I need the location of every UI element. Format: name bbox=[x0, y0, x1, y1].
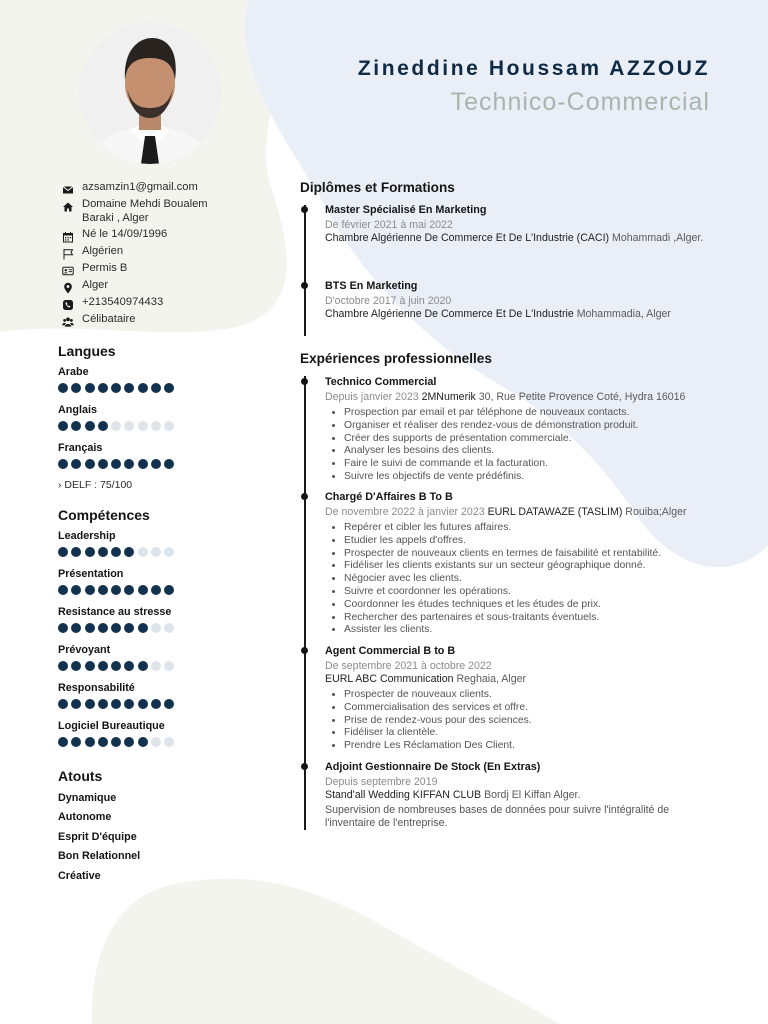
entry-date-line bbox=[325, 506, 717, 519]
contact-line: Célibataire bbox=[82, 313, 136, 325]
rating-dot-filled bbox=[98, 421, 108, 431]
contact-text bbox=[82, 181, 198, 195]
rating-dot-empty bbox=[164, 623, 174, 633]
rating-dot-filled bbox=[58, 383, 68, 393]
contact-text bbox=[82, 279, 108, 293]
rating-dot-filled bbox=[71, 383, 81, 393]
responsibility-item: • Repérer et cibler les futures affaires. bbox=[344, 522, 717, 535]
language-name: Arabe bbox=[58, 366, 89, 378]
entry-location: Bordj El Kiffan Alger. bbox=[484, 789, 581, 801]
rating-dot-filled bbox=[85, 699, 95, 709]
responsibility-item: • Créer des supports de présentation commerciale. bbox=[344, 433, 717, 446]
rating-dots bbox=[58, 459, 258, 470]
contact-line: Baraki , Alger bbox=[82, 211, 149, 224]
rating-dot-filled bbox=[124, 585, 134, 595]
rating-dot-filled bbox=[124, 547, 134, 557]
entry-organization: Chambre Algérienne De Commerce Et De L'Industrie bbox=[325, 308, 574, 320]
rating-dot-filled bbox=[85, 737, 95, 747]
rating-dot-filled bbox=[71, 421, 81, 431]
rating-dot-filled bbox=[138, 623, 148, 633]
timeline-dot bbox=[301, 206, 308, 213]
entry-organization: 2MNumerik bbox=[421, 391, 476, 403]
experience-entry bbox=[325, 490, 717, 637]
entry-date: Depuis septembre 2019 bbox=[325, 776, 438, 788]
rating-dot-empty bbox=[111, 421, 121, 431]
contact-item bbox=[62, 228, 262, 242]
rating-dot-filled bbox=[58, 547, 68, 557]
rating-dots bbox=[58, 661, 258, 672]
rating-dot-empty bbox=[164, 737, 174, 747]
rating-dot-empty bbox=[124, 421, 134, 431]
rating-dot-filled bbox=[111, 383, 121, 393]
contact-line: Alger bbox=[82, 279, 109, 291]
rating-dot-empty bbox=[151, 623, 161, 633]
entry-title: Agent Commercial B to B bbox=[325, 645, 456, 657]
home-icon bbox=[62, 200, 74, 212]
entry-org-line bbox=[325, 673, 717, 686]
phone-icon bbox=[62, 298, 74, 310]
responsibilities-list bbox=[325, 407, 717, 484]
contact-text bbox=[82, 228, 167, 242]
skill-name: Logiciel Bureautique bbox=[58, 720, 165, 732]
flag-icon bbox=[62, 247, 74, 259]
rating-dot-filled bbox=[98, 383, 108, 393]
rating-dot-filled bbox=[58, 623, 68, 633]
rating-dot-filled bbox=[138, 383, 148, 393]
entry-title: Adjoint Gestionnaire De Stock (En Extras) bbox=[325, 761, 541, 773]
responsibility-item: • Etudier les appels d'offres. bbox=[344, 535, 717, 548]
skills-list bbox=[58, 529, 258, 757]
rating-dot-filled bbox=[138, 459, 148, 469]
entry-date-line bbox=[325, 295, 717, 308]
atouts-heading: Atouts bbox=[58, 768, 103, 784]
rating-dot-empty bbox=[138, 421, 148, 431]
rating-dot-filled bbox=[85, 585, 95, 595]
rating-dot-filled bbox=[111, 459, 121, 469]
skill-item bbox=[58, 681, 258, 719]
entry-organization: EURL DATAWAZE (TASLIM) bbox=[487, 506, 623, 518]
timeline-dot bbox=[301, 378, 308, 385]
education-timeline bbox=[304, 205, 306, 336]
contact-list bbox=[62, 181, 262, 330]
responsibility-item: • Fidéliser les clients existants sur un secteur géographique donné. bbox=[344, 560, 717, 573]
rating-dot-empty bbox=[151, 661, 161, 671]
entry-location: Mohammadia, Alger bbox=[576, 308, 671, 320]
rating-dots bbox=[58, 383, 258, 394]
timeline-dot bbox=[301, 763, 308, 770]
rating-dot-filled bbox=[124, 623, 134, 633]
language-item bbox=[58, 365, 258, 403]
entry-organization: Stand'all Wedding KIFFAN CLUB bbox=[325, 789, 482, 801]
rating-dot-filled bbox=[164, 585, 174, 595]
education-entry bbox=[325, 203, 717, 245]
rating-dot-filled bbox=[151, 459, 161, 469]
atout-item: Esprit D'équipe bbox=[58, 830, 137, 843]
id-card-icon bbox=[62, 264, 74, 276]
rating-dot-filled bbox=[98, 699, 108, 709]
rating-dots bbox=[58, 623, 258, 634]
languages-list bbox=[58, 365, 258, 491]
rating-dot-empty bbox=[151, 421, 161, 431]
atout-item: Dynamique bbox=[58, 792, 117, 804]
skill-item bbox=[58, 643, 258, 681]
rating-dot-filled bbox=[58, 459, 68, 469]
timeline-dot bbox=[301, 647, 308, 654]
entry-org-line bbox=[325, 789, 717, 802]
entry-title: BTS En Marketing bbox=[325, 280, 418, 292]
people-icon bbox=[62, 315, 74, 327]
rating-dot-filled bbox=[85, 383, 95, 393]
experience-entry bbox=[325, 760, 717, 830]
contact-item bbox=[62, 296, 262, 310]
entry-organization: Chambre Algérienne De Commerce Et De L'Industrie (CACI) bbox=[325, 232, 610, 244]
skills-heading: Compétences bbox=[58, 507, 150, 523]
languages-heading: Langues bbox=[58, 343, 116, 359]
atout-item: Autonome bbox=[58, 811, 112, 824]
contact-item bbox=[62, 279, 262, 293]
responsibility-item: • Négocier avec les clients. bbox=[344, 573, 717, 586]
rating-dots bbox=[58, 737, 258, 748]
rating-dot-filled bbox=[85, 623, 95, 633]
language-name: Français bbox=[58, 442, 103, 454]
rating-dot-filled bbox=[58, 661, 68, 671]
rating-dot-filled bbox=[164, 383, 174, 393]
responsibility-item: • Coordonner les études techniques et les études de prix. bbox=[344, 599, 717, 612]
rating-dots bbox=[58, 699, 258, 710]
responsibility-item: • Faire le suivi de commande et la facturation. bbox=[344, 458, 717, 471]
contact-text bbox=[82, 198, 208, 225]
responsibility-item: • Fidéliser la clientèle. bbox=[344, 727, 717, 740]
experience-timeline bbox=[304, 376, 306, 830]
entry-organization: EURL ABC Communication bbox=[325, 673, 454, 685]
rating-dot-filled bbox=[138, 699, 148, 709]
contact-text bbox=[82, 245, 123, 259]
entry-title: Master Spécialisé En Marketing bbox=[325, 204, 487, 216]
experience-entry bbox=[325, 375, 717, 484]
rating-dot-filled bbox=[98, 737, 108, 747]
rating-dot-filled bbox=[58, 737, 68, 747]
rating-dot-empty bbox=[151, 547, 161, 557]
contact-line: +213540974433 bbox=[82, 296, 164, 308]
skill-item bbox=[58, 605, 258, 643]
skill-name: Responsabilité bbox=[58, 682, 135, 694]
entry-org-line bbox=[325, 308, 717, 321]
rating-dot-filled bbox=[124, 737, 134, 747]
education-heading: Diplômes et Formations bbox=[300, 180, 455, 195]
rating-dot-filled bbox=[71, 661, 81, 671]
rating-dot-filled bbox=[124, 699, 134, 709]
email-icon bbox=[62, 183, 74, 195]
responsibility-item: • Prospecter de nouveaux clients en termes de faisabilité et rentabilité. bbox=[344, 548, 717, 561]
entry-date-line bbox=[325, 219, 717, 232]
rating-dot-filled bbox=[98, 459, 108, 469]
skill-name: Prévoyant bbox=[58, 644, 111, 656]
entry-date: De février 2021 à mai 2022 bbox=[325, 219, 453, 231]
atouts-list bbox=[58, 789, 140, 886]
responsibility-item: • Assister les clients. bbox=[344, 624, 717, 637]
rating-dot-filled bbox=[58, 421, 68, 431]
responsibility-item: • Analyser les besoins des clients. bbox=[344, 445, 717, 458]
entry-description: Supervision de nombreuses bases de données pour suivre l'intégralité de l'inventaire de l'entreprise. bbox=[325, 804, 670, 829]
language-note: › DELF : 75/100 bbox=[58, 479, 133, 491]
rating-dot-filled bbox=[98, 623, 108, 633]
experience-heading: Expériences professionnelles bbox=[300, 351, 492, 366]
responsibility-item: • Prendre Les Réclamation Des Client. bbox=[344, 740, 717, 753]
rating-dot-filled bbox=[71, 699, 81, 709]
rating-dot-filled bbox=[98, 661, 108, 671]
entry-date: D'octobre 2017 à juin 2020 bbox=[325, 295, 452, 307]
job-title: Technico-Commercial bbox=[450, 88, 710, 116]
rating-dot-filled bbox=[71, 459, 81, 469]
rating-dot-empty bbox=[138, 547, 148, 557]
contact-line: Domaine Mehdi Boualem bbox=[82, 198, 208, 210]
language-item bbox=[58, 441, 258, 479]
entry-date-line bbox=[325, 776, 717, 789]
entry-org-line bbox=[325, 232, 717, 245]
entry-location: Rouiba;Alger bbox=[625, 506, 687, 518]
rating-dot-filled bbox=[138, 585, 148, 595]
entry-location: Mohammadi ,Alger. bbox=[612, 232, 704, 244]
responsibility-item: • Suivre et coordonner les opérations. bbox=[344, 586, 717, 599]
rating-dot-filled bbox=[111, 661, 121, 671]
rating-dot-filled bbox=[58, 699, 68, 709]
rating-dot-filled bbox=[151, 699, 161, 709]
rating-dot-filled bbox=[71, 547, 81, 557]
entry-location: 30, Rue Petite Provence Coté, Hydra 16016 bbox=[478, 391, 686, 403]
timeline-dot bbox=[301, 493, 308, 500]
atout-item: Créative bbox=[58, 869, 101, 882]
rating-dot-filled bbox=[71, 737, 81, 747]
rating-dot-filled bbox=[111, 737, 121, 747]
responsibility-item: • Suivre les objectifs de vente prédéfinis. bbox=[344, 471, 717, 484]
rating-dot-filled bbox=[111, 585, 121, 595]
contact-text bbox=[82, 313, 135, 327]
skill-item bbox=[58, 567, 258, 605]
contact-item bbox=[62, 262, 262, 276]
language-item bbox=[58, 403, 258, 441]
calendar-icon bbox=[62, 230, 74, 242]
rating-dots bbox=[58, 547, 258, 558]
rating-dot-filled bbox=[151, 585, 161, 595]
responsibility-item: • Organiser et réaliser des rendez-vous de démonstration produit. bbox=[344, 420, 717, 433]
education-entry bbox=[325, 279, 717, 321]
rating-dot-filled bbox=[98, 585, 108, 595]
responsibility-item: • Prise de rendez-vous pour des sciences. bbox=[344, 715, 717, 728]
entry-date: Depuis janvier 2023 bbox=[325, 391, 419, 403]
contact-item bbox=[62, 313, 262, 327]
rating-dot-filled bbox=[164, 699, 174, 709]
entry-date: De septembre 2021 à octobre 2022 bbox=[325, 660, 492, 672]
entry-date-line bbox=[325, 660, 717, 673]
contact-line: Permis B bbox=[82, 262, 128, 274]
contact-line: Algérien bbox=[82, 245, 124, 257]
rating-dot-filled bbox=[138, 661, 148, 671]
rating-dot-filled bbox=[85, 421, 95, 431]
rating-dot-filled bbox=[111, 699, 121, 709]
rating-dots bbox=[58, 421, 258, 432]
skill-item bbox=[58, 719, 258, 757]
rating-dot-filled bbox=[111, 547, 121, 557]
responsibilities-list bbox=[325, 522, 717, 637]
rating-dot-filled bbox=[124, 383, 134, 393]
responsibility-item: • Prospecter de nouveaux clients. bbox=[344, 689, 717, 702]
atout-item: Bon Relationnel bbox=[58, 850, 141, 863]
rating-dot-filled bbox=[111, 623, 121, 633]
entry-date-line bbox=[325, 391, 717, 404]
contact-item bbox=[62, 198, 262, 225]
entry-title: Technico Commercial bbox=[325, 376, 437, 388]
contact-text bbox=[82, 296, 163, 310]
skill-name: Présentation bbox=[58, 568, 124, 580]
entry-title: Chargé D'Affaires B To B bbox=[325, 491, 453, 503]
rating-dot-empty bbox=[164, 421, 174, 431]
skill-name: Leadership bbox=[58, 530, 116, 542]
language-name: Anglais bbox=[58, 404, 97, 416]
experience-entry bbox=[325, 644, 717, 753]
rating-dot-empty bbox=[164, 661, 174, 671]
timeline-dot bbox=[301, 282, 308, 289]
rating-dot-filled bbox=[124, 459, 134, 469]
rating-dot-filled bbox=[164, 459, 174, 469]
responsibility-item: • Commercialisation des services et offre. bbox=[344, 702, 717, 715]
rating-dot-filled bbox=[85, 547, 95, 557]
contact-line: azsamzin1@gmail.com bbox=[82, 181, 198, 193]
contact-item bbox=[62, 245, 262, 259]
rating-dot-filled bbox=[58, 585, 68, 595]
rating-dot-filled bbox=[85, 661, 95, 671]
entry-location: Reghaia, Alger bbox=[456, 673, 527, 685]
rating-dot-filled bbox=[124, 661, 134, 671]
location-pin-icon bbox=[62, 281, 74, 293]
rating-dot-filled bbox=[151, 383, 161, 393]
contact-line: Né le 14/09/1996 bbox=[82, 228, 168, 240]
rating-dots bbox=[58, 585, 258, 596]
contact-text bbox=[82, 262, 127, 276]
rating-dot-filled bbox=[138, 737, 148, 747]
rating-dot-filled bbox=[85, 459, 95, 469]
entry-date: De novembre 2022 à janvier 2023 bbox=[325, 506, 485, 518]
contact-item bbox=[62, 181, 262, 195]
rating-dot-filled bbox=[98, 547, 108, 557]
responsibilities-list bbox=[325, 689, 717, 753]
skill-name: Resistance au stresse bbox=[58, 606, 172, 618]
responsibility-item: • Rechercher des partenaires et sous-traitants éventuels. bbox=[344, 612, 717, 625]
candidate-name: Zineddine Houssam AZZOUZ bbox=[357, 57, 710, 80]
rating-dot-empty bbox=[151, 737, 161, 747]
rating-dot-filled bbox=[71, 623, 81, 633]
skill-item bbox=[58, 529, 258, 567]
rating-dot-empty bbox=[164, 547, 174, 557]
profile-photo bbox=[79, 22, 221, 164]
responsibility-item: • Prospection par email et par téléphone de nouveaux contacts. bbox=[344, 407, 717, 420]
rating-dot-filled bbox=[71, 585, 81, 595]
